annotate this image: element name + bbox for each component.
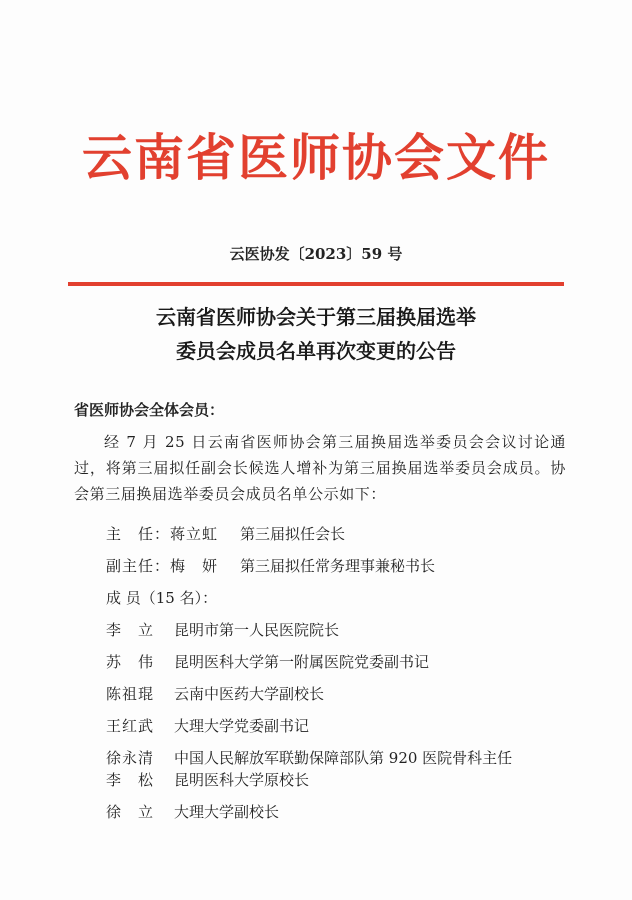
document-number: 云医协发〔2023〕59 号 [229,245,403,263]
member-name: 李 松 [106,771,155,789]
member-row [106,681,324,707]
member-post: 昆明医科大学原校长 [174,771,310,789]
notice-title-line-2: 委员会成员名单再次变更的公告 [176,339,456,363]
notice-title [0,300,632,368]
member-post: 中国人民解放军联勤保障部队第 920 医院骨科主任 [174,749,513,767]
member-name: 徐 立 [106,803,155,821]
member-row [106,713,309,739]
leader-role: 主 任： [106,525,171,543]
salutation: 省医师协会全体会员： [74,401,225,419]
member-name: 徐永清 [106,749,155,767]
member-name: 王红武 [106,717,155,735]
member-row [106,767,309,793]
announcement-paragraph: 经 7 月 25 日云南省医师协会第三届换届选举委员会会议讨论通过，将第三届拟任副会长候选人增补为第三届换届选举委员会成员。协会第三届换届选举委员会成员名单公示如下： [74,433,566,503]
member-name: 李 立 [106,621,155,639]
leader-name: 蒋立虹 [170,525,219,543]
members-heading: 成 员（15 名）： [106,589,218,607]
leader-row-director [106,521,345,547]
red-divider-line [68,282,564,286]
member-name: 陈祖琨 [106,685,155,703]
notice-title-line-1: 云南省医师协会关于第三届换届选举 [156,305,476,329]
member-row [106,617,339,643]
leader-role: 副主任： [106,557,171,575]
organization-title: 云南省医师协会文件 [82,128,550,187]
leader-post: 第三届拟任会长 [240,525,346,543]
member-post: 云南中医药大学副校长 [174,685,325,703]
member-row [106,649,429,675]
member-post: 大理大学副校长 [174,803,280,821]
member-post: 昆明市第一人民医院院长 [174,621,340,639]
leader-name: 梅 妍 [170,557,219,575]
member-row [106,799,279,825]
member-post: 昆明医科大学第一附属医院党委副书记 [174,653,430,671]
member-post: 大理大学党委副书记 [174,717,310,735]
leader-row-deputy-director [106,553,435,579]
leader-post: 第三届拟任常务理事兼秘书长 [240,557,436,575]
member-name: 苏 伟 [106,653,155,671]
